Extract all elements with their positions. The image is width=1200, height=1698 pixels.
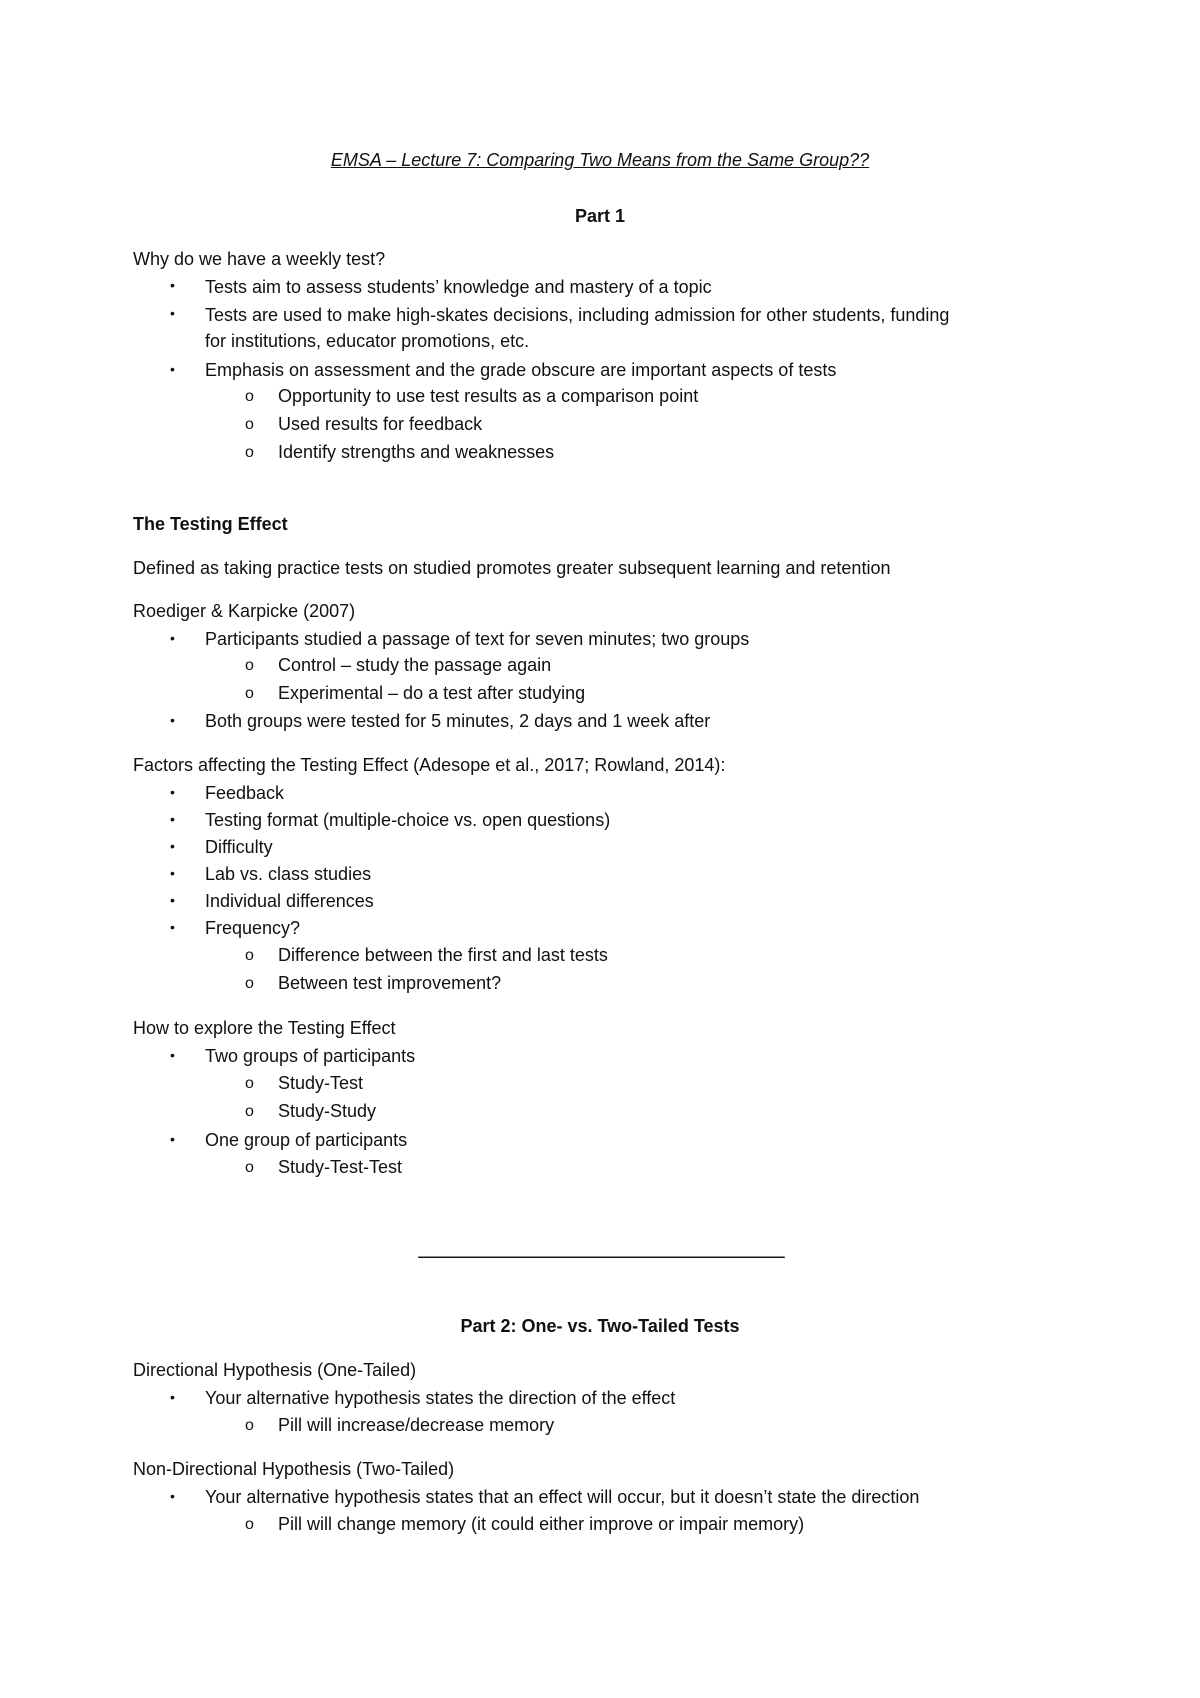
list-item: Participants studied a passage of text for seven minutes; two groups — [205, 629, 750, 649]
list-item: Tests aim to assess students’ knowledge and mastery of a topic — [205, 277, 712, 297]
sub-bullet-icon: o — [245, 657, 254, 674]
bullet-icon: • — [170, 838, 175, 854]
list-item: Difficulty — [205, 837, 273, 857]
definition-text: Defined as taking practice tests on studied promotes greater subsequent learning and retention — [133, 558, 891, 578]
section-heading-testing-effect: The Testing Effect — [133, 514, 288, 534]
bullet-icon: • — [170, 1488, 175, 1504]
sub-list-item: Control – study the passage again — [278, 655, 552, 675]
sub-list-item: Experimental – do a test after studying — [278, 683, 586, 703]
sub-list-item: Study-Test-Test — [278, 1157, 403, 1177]
bullet-icon: • — [170, 892, 175, 908]
sub-bullet-icon: o — [245, 975, 254, 992]
part1-heading: Part 1 — [574, 206, 626, 226]
part2-heading: Part 2: One- vs. Two-Tailed Tests — [460, 1316, 740, 1336]
sub-list-item: Between test improvement? — [278, 973, 502, 993]
sub-list-item: Study-Test — [278, 1073, 364, 1093]
bullet-icon: • — [170, 1389, 175, 1405]
factors-heading: Factors affecting the Testing Effect (Adesope et al., 2017; Rowland, 2014): — [133, 755, 726, 775]
list-item-continuation: for institutions, educator promotions, etc. — [205, 331, 530, 351]
sub-list-item: Difference between the first and last tests — [278, 945, 608, 965]
sub-bullet-icon: o — [245, 1103, 254, 1120]
list-item: One group of participants — [205, 1130, 408, 1150]
sub-bullet-icon: o — [245, 685, 254, 702]
sub-bullet-icon: o — [245, 1516, 254, 1533]
sub-bullet-icon: o — [245, 388, 254, 405]
sub-list-item: Pill will increase/decrease memory — [278, 1415, 555, 1435]
bullet-icon: • — [170, 865, 175, 881]
list-item: Your alternative hypothesis states that an effect will occur, but it doesn’t state the direction — [205, 1487, 920, 1507]
list-item: Frequency? — [205, 918, 301, 938]
nondirectional-heading: Non-Directional Hypothesis (Two-Tailed) — [133, 1459, 455, 1479]
bullet-icon: • — [170, 305, 175, 321]
sub-list-item: Pill will change memory (it could either improve or impair memory) — [278, 1514, 805, 1534]
bullet-icon: • — [170, 630, 175, 646]
sub-list-item: Identify strengths and weaknesses — [278, 442, 555, 462]
bullet-icon: • — [170, 712, 175, 728]
sub-list-item: Used results for feedback — [278, 414, 483, 434]
list-item: Both groups were tested for 5 minutes, 2 days and 1 week after — [205, 711, 711, 731]
sub-bullet-icon: o — [245, 1075, 254, 1092]
sub-bullet-icon: o — [245, 416, 254, 433]
list-item: Tests are used to make high-skates decisions, including admission for other students, funding — [205, 305, 950, 325]
sub-bullet-icon: o — [245, 444, 254, 461]
bullet-icon: • — [170, 361, 175, 377]
sub-bullet-icon: o — [245, 1417, 254, 1434]
bullet-icon: • — [170, 1047, 175, 1063]
directional-heading: Directional Hypothesis (One-Tailed) — [133, 1360, 417, 1380]
document-title: EMSA – Lecture 7: Comparing Two Means from the Same Group?? — [330, 150, 870, 170]
list-item: Feedback — [205, 783, 285, 803]
part1-question: Why do we have a weekly test? — [133, 249, 386, 269]
sub-bullet-icon: o — [245, 947, 254, 964]
list-item: Emphasis on assessment and the grade obscure are important aspects of tests — [205, 360, 837, 380]
list-item: Lab vs. class studies — [205, 864, 372, 884]
list-item: Individual differences — [205, 891, 374, 911]
explore-heading: How to explore the Testing Effect — [133, 1018, 396, 1038]
sub-bullet-icon: o — [245, 1159, 254, 1176]
bullet-icon: • — [170, 1131, 175, 1147]
bullet-icon: • — [170, 919, 175, 935]
bullet-icon: • — [170, 784, 175, 800]
bullet-icon: • — [170, 811, 175, 827]
list-item: Your alternative hypothesis states the direction of the effect — [205, 1388, 676, 1408]
sub-list-item: Opportunity to use test results as a comparison point — [278, 386, 699, 406]
list-item: Two groups of participants — [205, 1046, 416, 1066]
study-citation: Roediger & Karpicke (2007) — [133, 601, 356, 621]
list-item: Testing format (multiple-choice vs. open questions) — [205, 810, 611, 830]
section-separator: -------------------------------------------------------------------------------------------------------------------------- — [417, 1246, 783, 1266]
sub-list-item: Study-Study — [278, 1101, 377, 1121]
bullet-icon: • — [170, 277, 175, 293]
